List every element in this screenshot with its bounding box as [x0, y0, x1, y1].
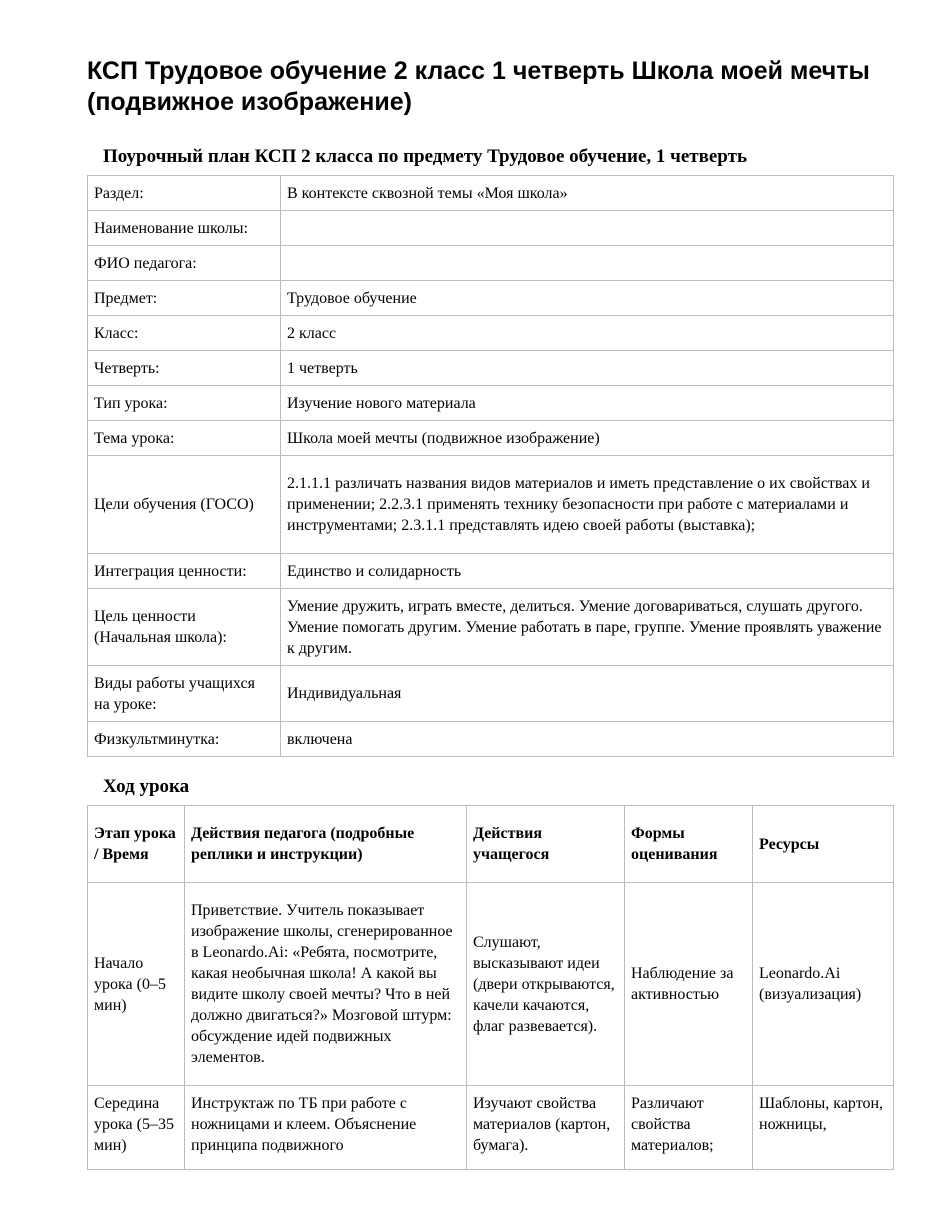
assessment-cell: Различают свойства материалов; [625, 1086, 753, 1170]
info-label: Тема урока: [88, 421, 281, 456]
info-row-learning-goals [88, 456, 894, 554]
stage-cell: Середина урока (5–35 мин) [88, 1086, 185, 1170]
lesson-flow-table [87, 805, 894, 1170]
info-value: Индивидуальная [281, 666, 894, 722]
info-value [281, 246, 894, 281]
info-row-lesson-topic [88, 421, 894, 456]
info-row-subject [88, 281, 894, 316]
info-label: Цели обучения (ГОСО) [88, 456, 281, 554]
info-row-lesson-type [88, 386, 894, 421]
info-value: 1 четверть [281, 351, 894, 386]
lesson-table-header [88, 806, 894, 883]
info-label: Цель ценности (Начальная школа): [88, 589, 281, 666]
table-row [88, 1086, 894, 1170]
info-label: Четверть: [88, 351, 281, 386]
assessment-cell: Наблюдение за активностью [625, 883, 753, 1086]
info-value: Трудовое обучение [281, 281, 894, 316]
info-label: Предмет: [88, 281, 281, 316]
info-value: включена [281, 722, 894, 757]
teacher-actions-cell: Приветствие. Учитель показывает изображение школы, сгенерированное в Leonardo.Ai: «Ребята, посмотрите, какая необычная школа! А какой вы видите школу своей мечты? Что в ней должно двигаться?» Мозговой штурм: обсуждение идей подвижных элементов. [185, 883, 467, 1086]
student-actions-cell: Слушают, высказывают идеи (двери открываются, качели качаются, флаг развевается). [467, 883, 625, 1086]
document-title: КСП Трудовое обучение 2 класс 1 четверть Школа моей мечты (подвижное изображение) [87, 57, 870, 116]
info-row-work-types [88, 666, 894, 722]
header-resources: Ресурсы [753, 806, 894, 883]
header-assessment: Формы оценивания [625, 806, 753, 883]
info-label: Физкультминутка: [88, 722, 281, 757]
info-label: Класс: [88, 316, 281, 351]
document-page [87, 56, 893, 1170]
info-label: ФИО педагога: [88, 246, 281, 281]
info-label: Виды работы учащихся на уроке: [88, 666, 281, 722]
plan-heading: Поурочный план КСП 2 класса по предмету Трудовое обучение, 1 четверть [103, 146, 747, 167]
info-value: 2 класс [281, 316, 894, 351]
info-value: 2.1.1.1 различать названия видов материалов и иметь представление о их свойствах и применении; 2.2.3.1 применять технику безопасности при работе с материалами и инструментами; 2.3.1.1 представлять идею своей работы (выставка); [281, 456, 894, 554]
info-row-teacher-name [88, 246, 894, 281]
lesson-info-table [87, 175, 894, 757]
info-row-value-goal [88, 589, 894, 666]
info-value: Школа моей мечты (подвижное изображение) [281, 421, 894, 456]
resources-cell: Leonardo.Ai (визуализация) [753, 883, 894, 1086]
info-label: Тип урока: [88, 386, 281, 421]
info-row-exercise-break [88, 722, 894, 757]
info-row-grade [88, 316, 894, 351]
resources-cell: Шаблоны, картон, ножницы, [753, 1086, 894, 1170]
info-row-value-integration [88, 554, 894, 589]
info-value [281, 211, 894, 246]
header-teacher-actions: Действия педагога (подробные реплики и инструкции) [185, 806, 467, 883]
info-label: Раздел: [88, 176, 281, 211]
info-value: Умение дружить, играть вместе, делиться. Умение договариваться, слушать другого. Умение помогать другим. Умение работать в паре, группе. Умение проявлять уважение к другим. [281, 589, 894, 666]
student-actions-cell: Изучают свойства материалов (картон, бумага). [467, 1086, 625, 1170]
header-student-actions: Действия учащегося [467, 806, 625, 883]
header-stage: Этап урока / Время [88, 806, 185, 883]
stage-cell: Начало урока (0–5 мин) [88, 883, 185, 1086]
info-row-section [88, 176, 894, 211]
info-value: Изучение нового материала [281, 386, 894, 421]
lesson-heading: Ход урока [103, 776, 190, 797]
info-label: Интеграция ценности: [88, 554, 281, 589]
info-label: Наименование школы: [88, 211, 281, 246]
info-value: Единство и солидарность [281, 554, 894, 589]
table-row [88, 883, 894, 1086]
info-row-quarter [88, 351, 894, 386]
info-row-school-name [88, 211, 894, 246]
info-value: В контексте сквозной темы «Моя школа» [281, 176, 894, 211]
teacher-actions-cell: Инструктаж по ТБ при работе с ножницами и клеем. Объяснение принципа подвижного [185, 1086, 467, 1170]
